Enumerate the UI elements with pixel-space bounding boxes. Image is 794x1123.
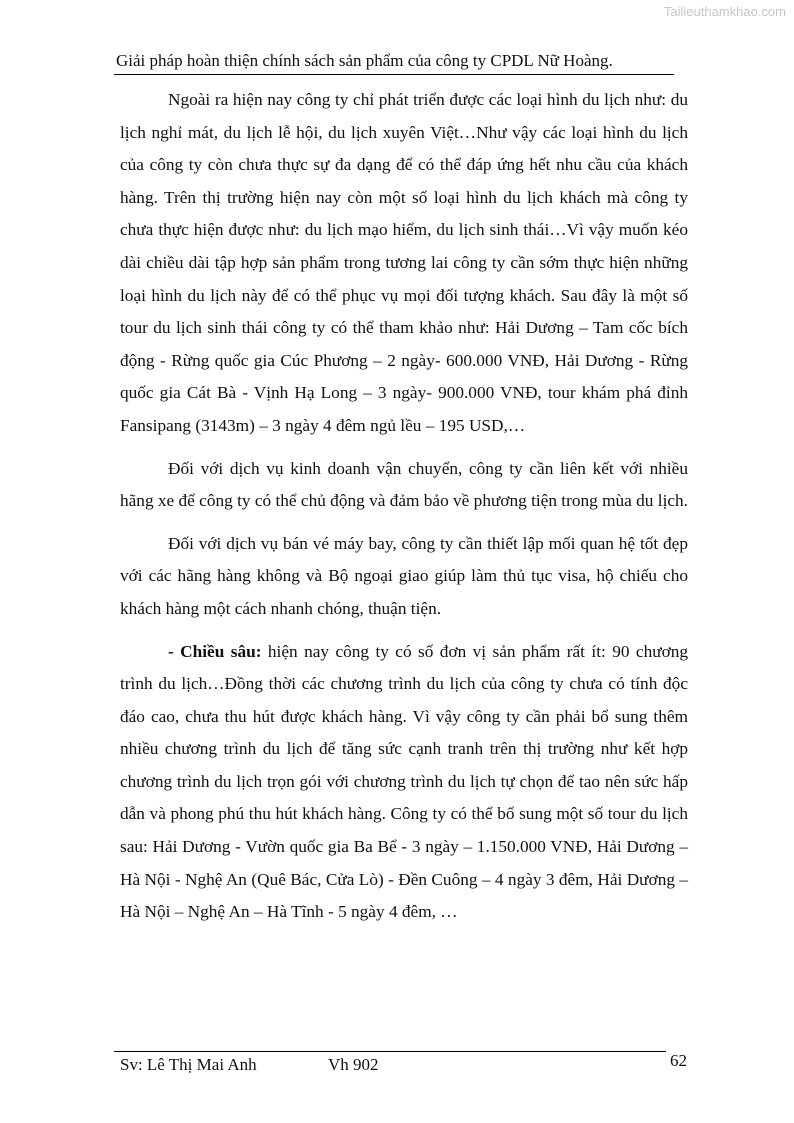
page-number: 62 [670, 1051, 687, 1070]
footer-divider [114, 1051, 666, 1052]
paragraph-tour-types: Ngoài ra hiện nay công ty chỉ phát triển được các loại hình du lịch như: du lịch nghỉ mát, du lịch lễ hội, du lịch xuyên Việt…Như vậy các loại hình du lịch của công ty còn chưa thực sự đa dạng để có thể đáp ứng hết nhu cầu của khách hàng. Trên thị trường hiện nay còn một số loại hình du lịch khách mà công ty chưa thực hiện được như: du lịch mạo hiểm, du lịch sinh thái…Vì vậy muốn kéo dài chiều dài tập hợp sản phẩm trong tương lai công ty cần sớm thực hiện những loại hình du lịch này để có thể phục vụ mọi đối tượng khách. Sau đây là một số tour du lịch sinh thái công ty có thể tham khảo như: Hải Dương – Tam cốc bích động - Rừng quốc gia Cúc Phương – 2 ngày- 600.000 VNĐ, Hải Dương - Rừng quốc gia Cát Bà - Vịnh Hạ Long – 3 ngày- 900.000 VNĐ, tour khám phá đỉnh Fansipang (3143m) – 3 ngày 4 đêm ngủ lều – 195 USD,… [120, 90, 688, 435]
header-divider [114, 74, 674, 75]
paragraph-depth-text: hiện nay công ty có số đơn vị sản phẩm rất ít: 90 chương trình du lịch…Đồng thời các chương trình du lịch của công ty chưa có tính độc đáo cao, chưa thu hút được khách hàng. Vì vậy công ty cần phải bổ sung thêm nhiều chương trình du lịch để tăng sức cạnh tranh trên thị trường như kết hợp chương trình du lịch trọn gói với chương trình du lịch tự chọn để tao nên sức hấp dẫn và phong phú thu hút khách hàng. Công ty có thể bổ sung một số tour du lịch sau: Hải Dương - Vườn quốc gia Ba Bể - 3 ngày – 1.150.000 VNĐ, Hải Dương – Hà Nội - Nghệ An (Quê Bác, Cửa Lò) - Đền Cuông – 4 ngày 3 đêm, Hải Dương – Hà Nội – Nghệ An – Hà Tĩnh - 5 ngày 4 đêm, … [120, 641, 688, 922]
paragraph-depth-lead: - Chiều sâu: [168, 641, 262, 661]
footer-author: Sv: Lê Thị Mai Anh [120, 1055, 257, 1074]
paragraph-depth [120, 636, 688, 929]
paragraph-transport: Đối với dịch vụ kinh doanh vận chuyển, công ty cần liên kết với nhiều hãng xe để công ty có thể chủ động và đảm bảo về phương tiện trong mùa du lịch. [120, 458, 689, 511]
paragraph-air-tickets: Đối với dịch vụ bán vé máy bay, công ty cần thiết lập mối quan hệ tốt đẹp với các hãng hàng không và Bộ ngoại giao giúp làm thủ tục visa, hộ chiếu cho khách hàng một cách nhanh chóng, thuận tiện. [120, 533, 688, 618]
watermark: Tailieuthamkhao.com [663, 4, 786, 19]
document-body [120, 84, 688, 939]
footer-class: Vh 902 [328, 1055, 379, 1074]
page-header-title: Giải pháp hoàn thiện chính sách sản phẩm của công ty CPDL Nữ Hoàng. [116, 51, 613, 70]
